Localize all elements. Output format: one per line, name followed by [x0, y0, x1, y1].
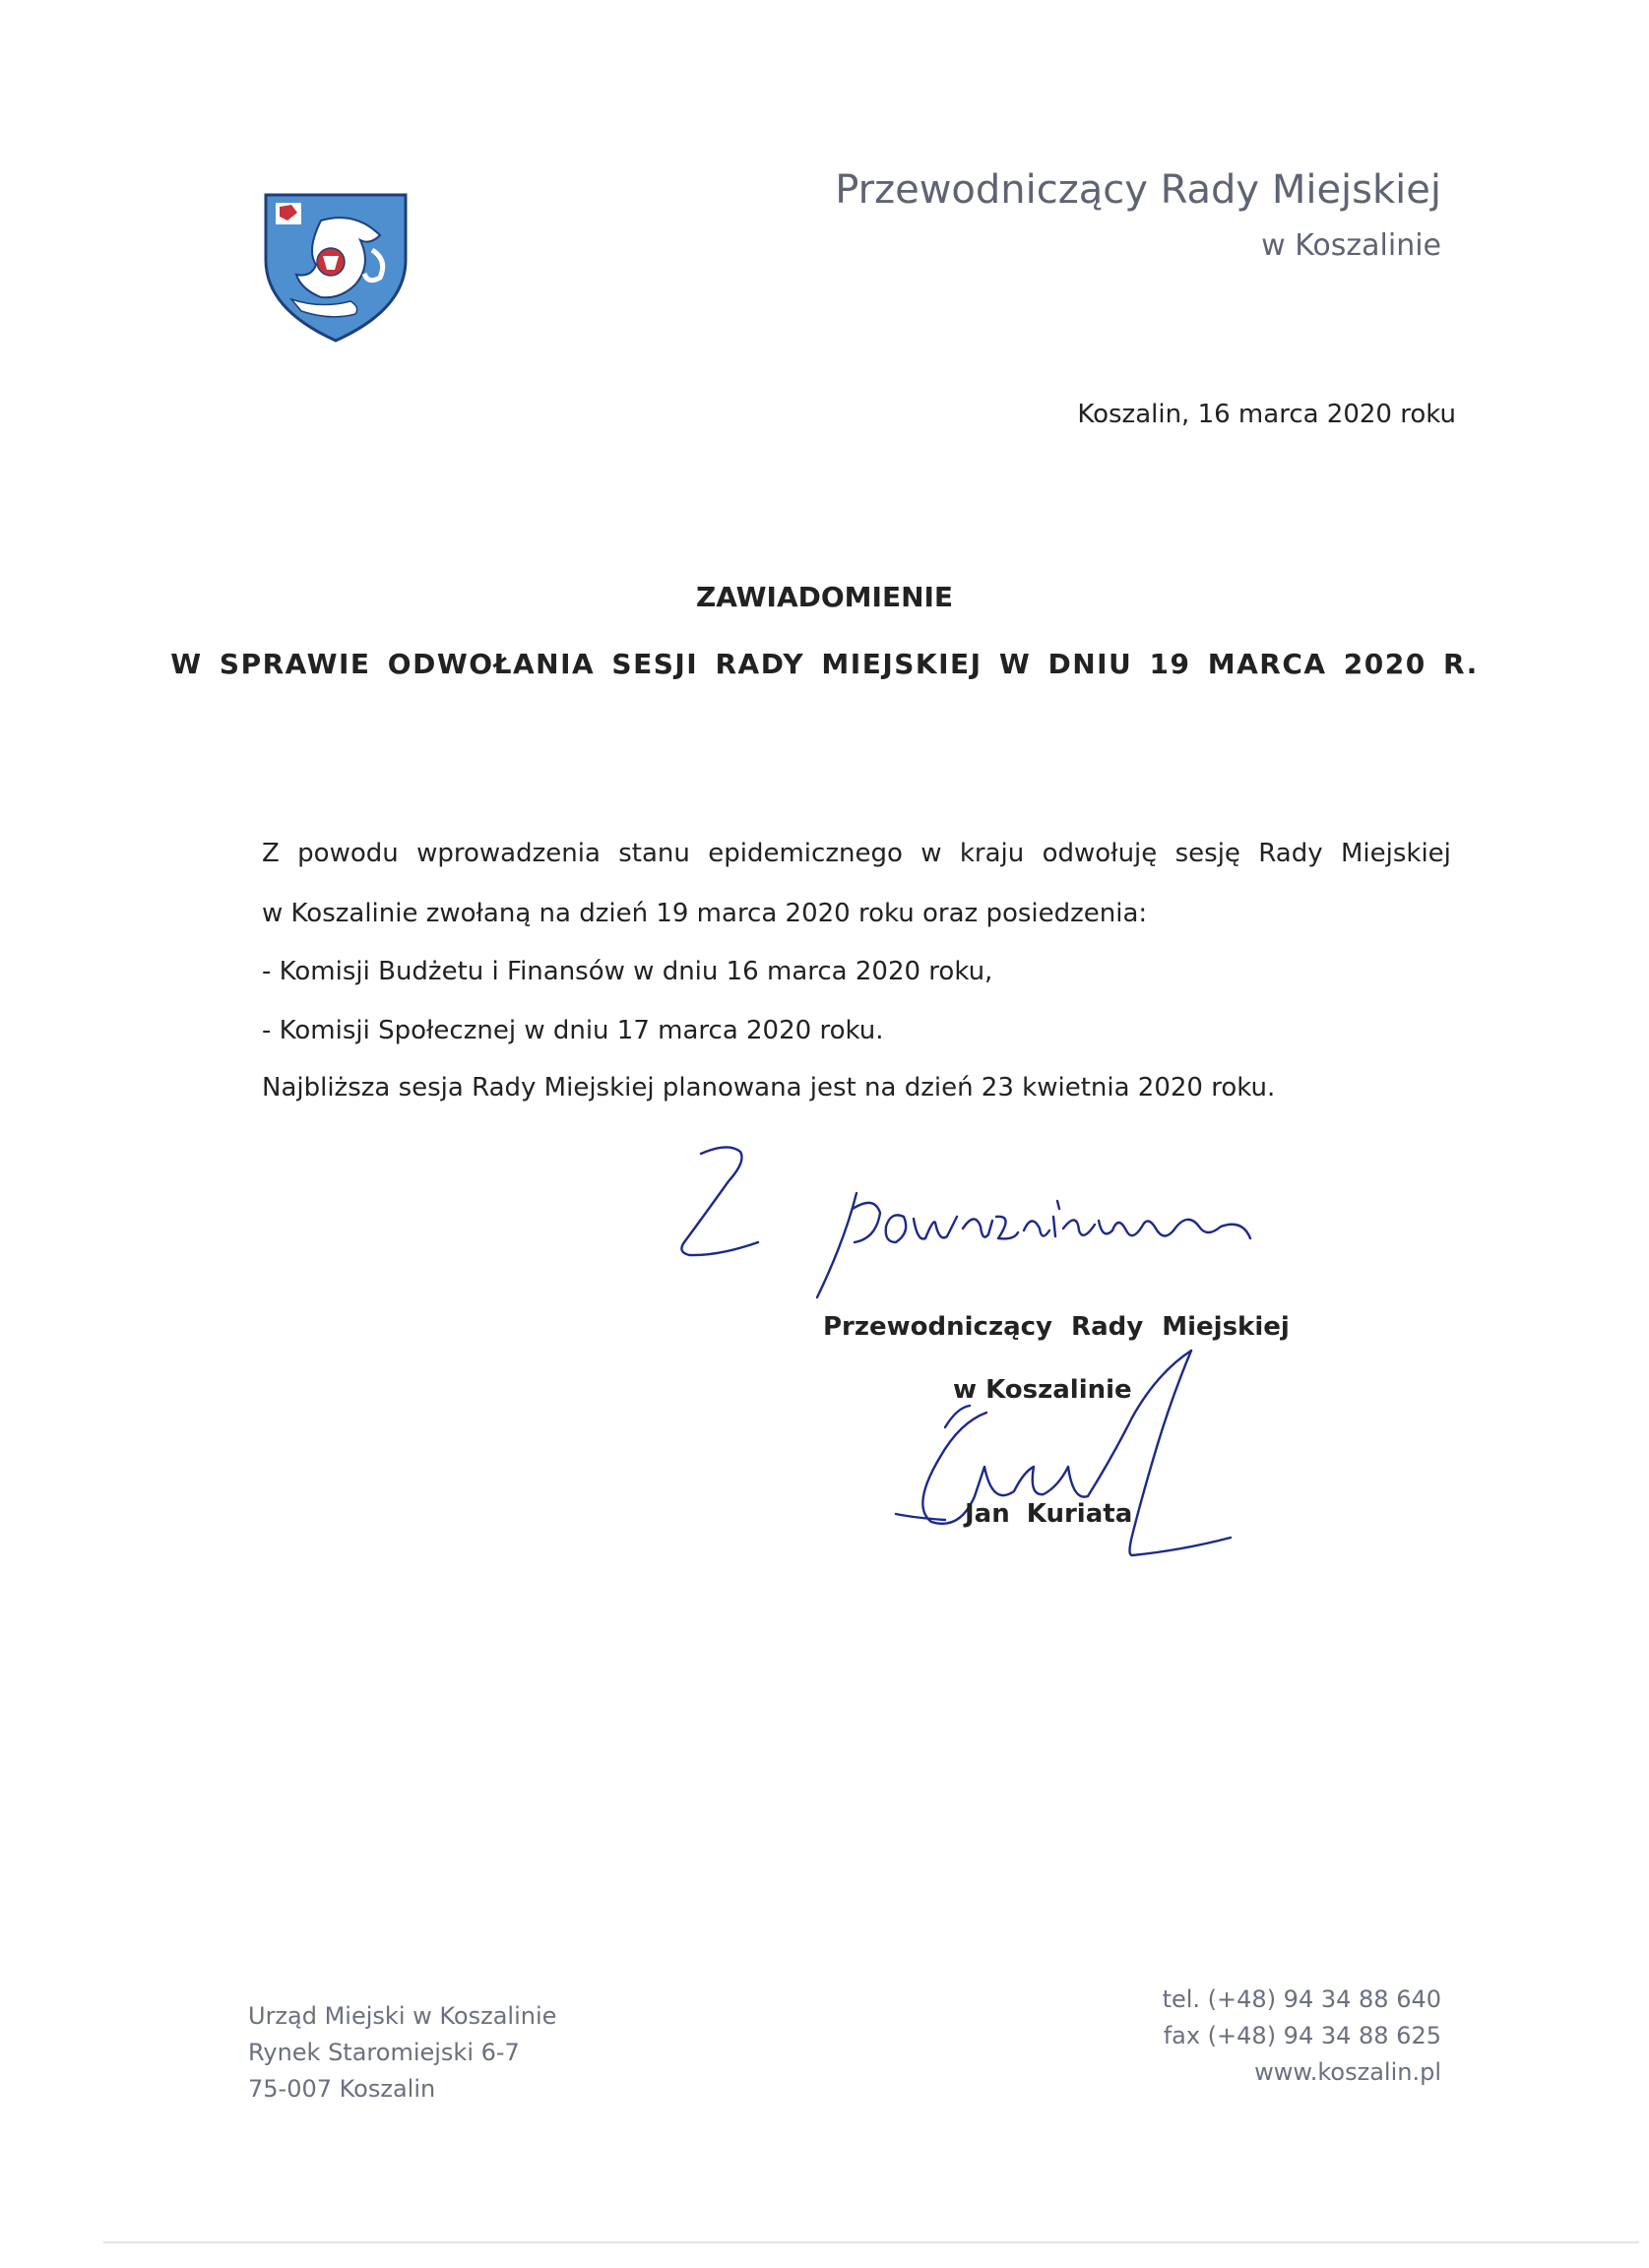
body-word: kraju — [959, 839, 1025, 868]
body-word: w — [920, 839, 942, 868]
footer-address — [248, 1998, 556, 2108]
footer-web-link[interactable]: www.koszalin.pl — [1254, 2058, 1441, 2086]
body-word: Rady — [1258, 839, 1323, 868]
notice-title: ZAWIADOMIENIE — [695, 581, 954, 613]
footer-street: Rynek Staromiejski 6-7 — [248, 2039, 520, 2066]
body-word: odwołuję — [1042, 839, 1158, 868]
body-word: Z — [262, 839, 280, 868]
signature-title: Przewodniczący Rady Miejskiej — [823, 1312, 1290, 1342]
footer-tel: tel. (+48) 94 34 88 640 — [1162, 1985, 1441, 2013]
signature-name: Jan Kuriata — [965, 1499, 1133, 1529]
header-title: Przewodniczący Rady Miejskiej — [835, 167, 1441, 213]
body-word: wprowadzenia — [416, 839, 601, 868]
body-line-4: - Komisji Społecznej w dniu 17 marca 2020 roku. — [262, 1016, 884, 1045]
footer-city: 75-007 Koszalin — [248, 2075, 436, 2103]
body-line-3: - Komisji Budżetu i Finansów w dniu 16 marca 2020 roku, — [262, 957, 993, 986]
koszalin-coat-of-arms-icon — [262, 191, 410, 344]
body-word: epidemicznego — [708, 839, 903, 868]
footer-fax: fax (+48) 94 34 88 625 — [1163, 2022, 1441, 2049]
body-word: powodu — [297, 839, 399, 868]
signature-subtitle: w Koszalinie — [953, 1375, 1132, 1405]
scan-edge-line — [103, 2241, 1639, 2243]
body-word: sesję — [1174, 839, 1240, 868]
notice-subtitle: W SPRAWIE ODWOŁANIA SESJI RADY MIEJSKIEJ W DNIU 19 MARCA 2020 R. — [170, 648, 1479, 680]
body-word: stanu — [618, 839, 690, 868]
body-line-2: w Koszalinie zwołaną na dzień 19 marca 2020 roku oraz posiedzenia: — [262, 899, 1148, 928]
header-subtitle: w Koszalinie — [1261, 228, 1441, 263]
footer-contact — [1163, 1982, 1441, 2091]
letter-date: Koszalin, 16 marca 2020 roku — [1077, 400, 1456, 429]
footer-office: Urząd Miejski w Koszalinie — [248, 2002, 557, 2030]
body-line-5: Najbliższa sesja Rady Miejskiej planowana jest na dzień 23 kwietnia 2020 roku. — [262, 1073, 1276, 1102]
body-word: Miejskiej — [1340, 839, 1451, 868]
body-line-1 — [262, 839, 1451, 868]
